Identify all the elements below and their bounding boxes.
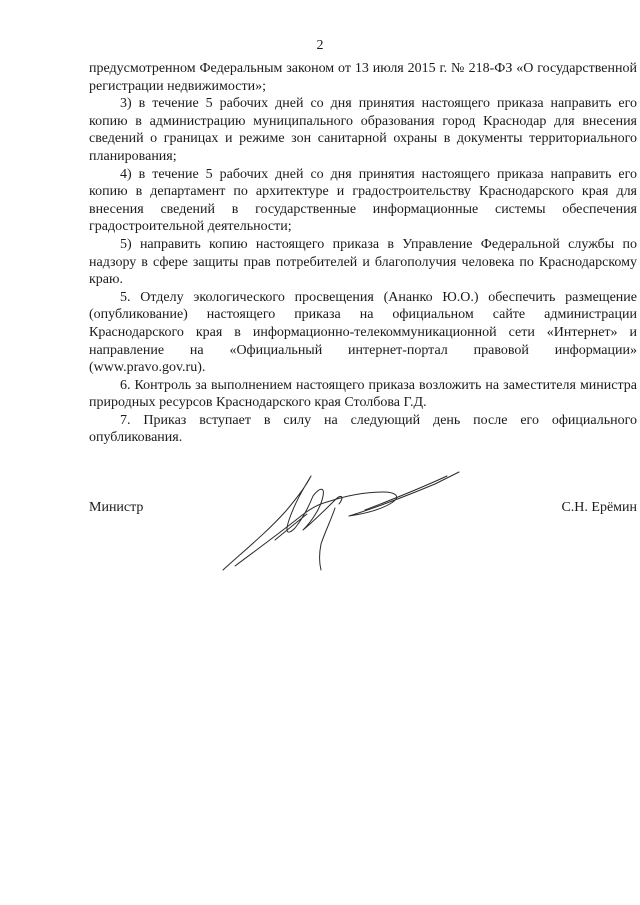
paragraph-clause-7: 7. Приказ вступает в силу на следующий день после его официального опубликования. bbox=[89, 412, 637, 446]
signatory-name: С.Н. Ерёмин bbox=[561, 500, 637, 515]
signatory-position: Министр bbox=[89, 500, 144, 515]
paragraph-item-5-sub: 5) направить копию настоящего приказа в Управление Федеральной службы по надзору в сфере защиты прав потребителей и благополучия человека по Краснодарскому краю. bbox=[89, 236, 637, 288]
paragraph-item-4: 4) в течение 5 рабочих дней со дня принятия настоящего приказа направить его копию в департамент по архитектуре и градостроительству Краснодарского края для внесения сведений в государственные информационные системы обеспечения градостроительной деятельности; bbox=[89, 166, 637, 235]
document-body bbox=[89, 60, 637, 447]
page-number: 2 bbox=[316, 38, 324, 53]
paragraph-continuation: предусмотренном Федеральным законом от 13 июля 2015 г. № 218-ФЗ «О государственной регистрации недвижимости»; bbox=[89, 61, 637, 94]
paragraph-clause-6: 6. Контроль за выполнением настоящего приказа возложить на заместителя министра природных ресурсов Краснодарского края Столбова Г.Д. bbox=[89, 377, 637, 411]
handwritten-signature bbox=[215, 462, 475, 582]
paragraph-item-3: 3) в течение 5 рабочих дней со дня принятия настоящего приказа направить его копию в администрацию муниципального образования город Краснодар для внесения сведений о границах и режиме зон санитарной охраны в документы территориального планирования; bbox=[89, 96, 637, 164]
paragraph-clause-5: 5. Отделу экологического просвещения (Ананко Ю.О.) обеспечить размещение (опубликование) настоящего приказа на официальном сайте администрации Краснодарского края в информационно-телекоммуникационной сети «Интернет» и направление на «Официальный интернет-портал правовой информации» (www.pravo.gov.ru). bbox=[89, 289, 637, 376]
